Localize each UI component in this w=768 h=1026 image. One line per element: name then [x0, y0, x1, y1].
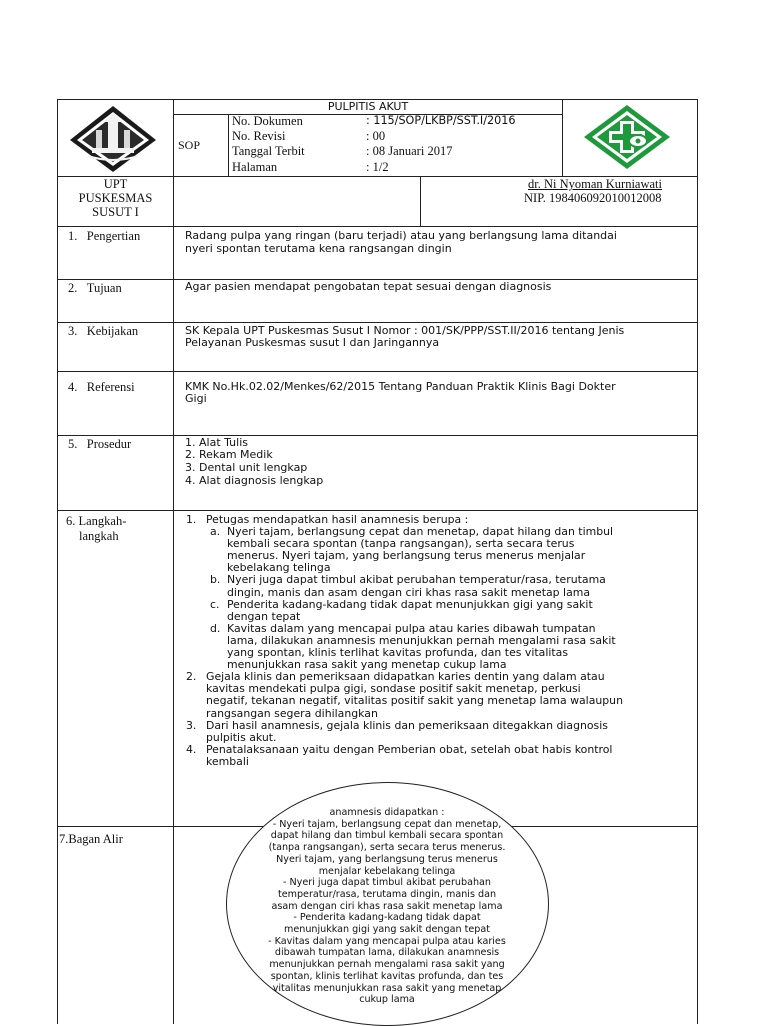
regency-emblem-icon [66, 104, 160, 174]
signer-name: dr. Ni Nyoman Kurniawati [528, 177, 663, 191]
field-value-halaman: : 1/2 [366, 160, 389, 174]
field-value-no-dokumen: : 115/SOP/LKBP/SST.I/2016 [366, 114, 516, 127]
step-1d-line-2: lama, dilakukan anamnesis menunjukkan pernah mengalami rasa sakit [227, 633, 616, 647]
puskesmas-cross-icon [582, 103, 672, 171]
field-label-no-revisi: No. Revisi [232, 129, 286, 143]
field-value-no-revisi: : 00 [366, 129, 386, 143]
step-1a-line-2: kembali secara spontan (tanpa rangsangan), serta secara terus [227, 537, 575, 551]
prosedur-item-2: 2. Rekam Medik [185, 448, 273, 461]
step-4: 4. Penatalaksanaan yaitu dengan Pemberian obat, setelah obat habis kontrol [186, 742, 613, 756]
signer-nip: NIP. 198406092010012008 [524, 191, 662, 205]
pengertian-line-1: Radang pulpa yang ringan (baru terjadi) atau yang berlangsung lama ditandai [185, 229, 617, 242]
kebijakan-line-2: Pelayanan Puskesmas susut I dan Jaringannya [185, 336, 440, 349]
sop-label: SOP [178, 138, 201, 152]
step-4-line-2: kembali [206, 754, 249, 768]
langkah-steps [186, 514, 691, 768]
step-2-line-2: kavitas mendekati pulpa gigi, sondase positif sakit menetap, perkusi [206, 682, 581, 696]
section-label-tujuan: 2. Tujuan [68, 281, 122, 295]
org-name-line-2: PUSKESMAS [78, 191, 153, 205]
section-label-pengertian: 1. Pengertian [68, 229, 141, 243]
step-1: 1. Petugas mendapatkan hasil anamnesis berupa : [186, 513, 469, 526]
prosedur-item-1: 1. Alat Tulis [185, 436, 248, 449]
kebijakan-line-1: SK Kepala UPT Puskesmas Susut I Nomor : 001/SK/PPP/SST.II/2016 tentang Jenis [185, 324, 625, 337]
step-1b: b. Nyeri juga dapat timbul akibat perubahan temperatur/rasa, terutama [210, 573, 606, 587]
flowchart-ellipse-text: anamnesis didapatkan : - Nyeri tajam, berlangsung cepat dan menetap, dapat hilang dan timbul kembali secara spontan (tanpa rangsangan), serta secara terus menerus. Nyeri tajam, yang berlangsung terus menerus menjalar kebelakang telinga - Nyeri juga dapat timbul akibat perubahan temperatur/rasa, terutama dingin, manis dan asam dengan ciri khas rasa sakit menetap lama - Penderita kadang-kadang tidak dapat menunjukkan gigi yang sakit dengan tepat - Kavitas dalam yang mencapai pulpa atau karies dibawah tumpatan lama, dilakukan anamnesis menunjukkan pernah mengalami rasa sakit yang spontan, klinis terlihat kavitas profunda, dan tes vitalitas menunjukkan rasa sakit yang menetap cukup lama [268, 807, 506, 1006]
org-name-line-3: SUSUT I [92, 205, 139, 219]
section-label-bagan-alir: 7.Bagan Alir [59, 832, 123, 846]
step-1b-line-2: dingin, manis dan asam dengan ciri khas rasa sakit menetap lama [227, 585, 591, 599]
step-2-line-3: negatif, tekanan negatif, vitalitas positif sakit yang menetap lama walaupun [206, 694, 623, 708]
org-name-line-1: UPT [103, 177, 128, 191]
field-label-halaman: Halaman [232, 160, 278, 174]
referensi-line-2: Gigi [185, 392, 207, 405]
step-3: 3. Dari hasil anamnesis, gejala klinis dan pemeriksaan ditegakkan diagnosis [186, 718, 608, 732]
field-label-tanggal-terbit: Tanggal Terbit [232, 144, 305, 158]
step-1d-line-3: yang spontan, klinis terlihat kavitas profunda, dan tes vitalitas [227, 646, 568, 660]
step-3-line-2: pulpitis akut. [206, 730, 277, 744]
step-2-line-4: rangsangan segera dihilangkan [206, 706, 378, 720]
step-2: 2. Gejala klinis dan pemeriksaan didapatkan karies dentin yang dalam atau [186, 670, 605, 684]
referensi-line-1: KMK No.Hk.02.02/Menkes/62/2015 Tentang Panduan Praktik Klinis Bagi Dokter [185, 380, 616, 393]
step-1a: a. Nyeri tajam, berlangsung cepat dan menetap, dapat hilang dan timbul [210, 525, 614, 539]
step-1a-line-4: kebelakang telinga [227, 561, 331, 575]
section-label-prosedur: 5. Prosedur [68, 437, 132, 451]
step-1a-line-3: menerus. Nyeri tajam, yang berlangsung terus menerus menjalar [227, 549, 586, 563]
step-1c: c. Penderita kadang-kadang tidak dapat menunjukkan gigi yang sakit [210, 597, 593, 611]
section-label-referensi: 4. Referensi [68, 380, 135, 394]
field-value-tanggal-terbit: : 08 Januari 2017 [366, 144, 453, 158]
section-label-langkah-line-1: 6. Langkah- [66, 514, 127, 528]
tujuan-line-1: Agar pasien mendapat pengobatan tepat sesuai dengan diagnosis [185, 280, 552, 293]
prosedur-item-4: 4. Alat diagnosis lengkap [185, 474, 324, 487]
section-label-kebijakan: 3. Kebijakan [68, 324, 139, 338]
field-label-no-dokumen: No. Dokumen [232, 114, 303, 128]
pengertian-line-2: nyeri spontan terutama kena rangsangan dingin [185, 242, 452, 255]
section-label-langkah-line-2: langkah [79, 529, 119, 543]
step-1d-line-4: menunjukkan rasa sakit yang menetap cukup lama [227, 658, 507, 672]
step-1d: d. Kavitas dalam yang mencapai pulpa atau karies dibawah tumpatan [210, 621, 596, 635]
prosedur-item-3: 3. Dental unit lengkap [185, 461, 308, 474]
page-title: PULPITIS AKUT [327, 100, 409, 113]
step-1c-line-2: dengan tepat [227, 609, 301, 623]
